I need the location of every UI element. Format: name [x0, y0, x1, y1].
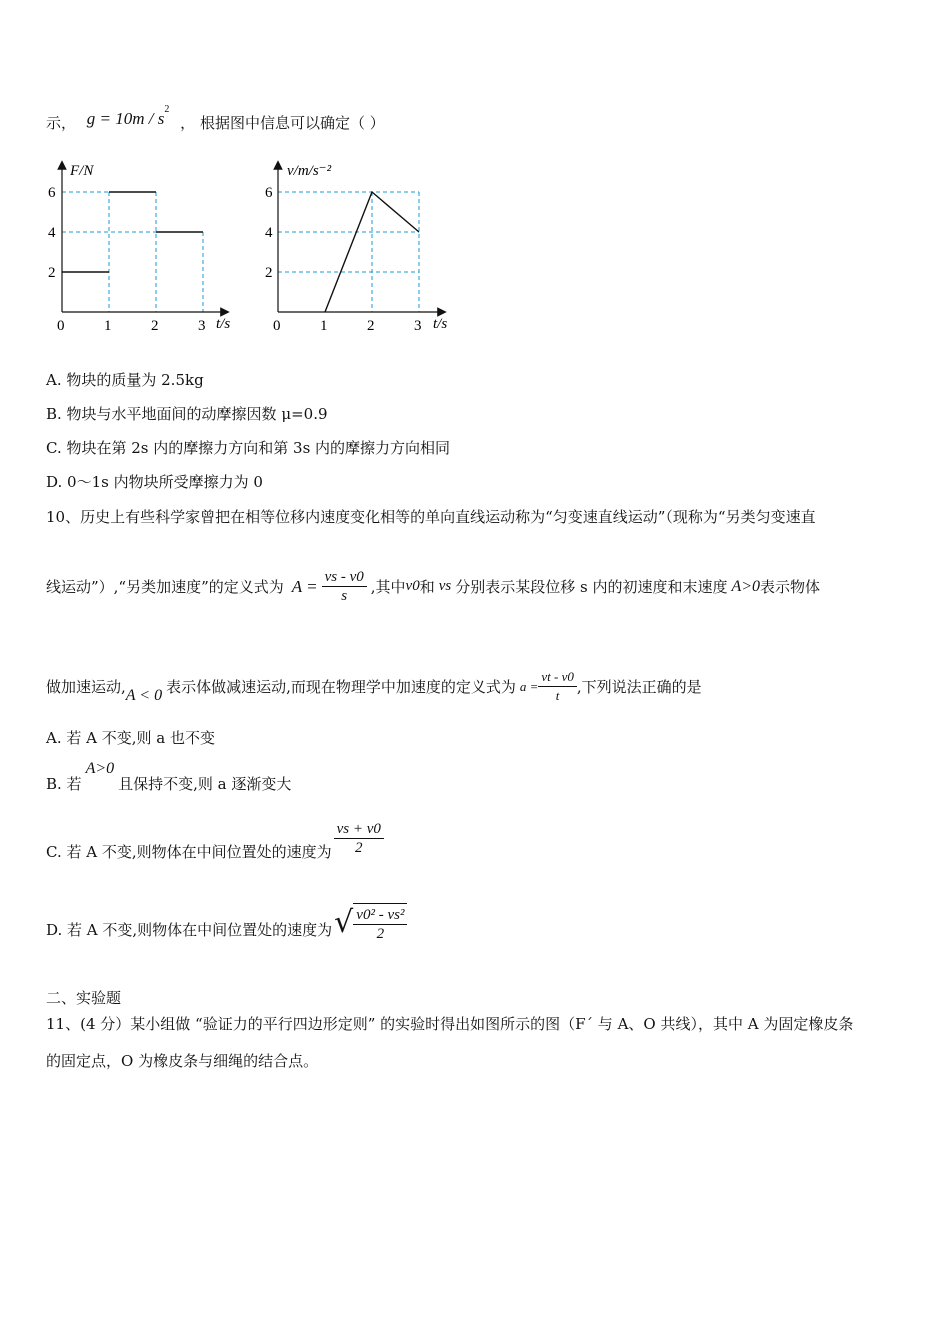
midpoint-velocity-c-numerator: vs + v0 — [334, 820, 384, 839]
force-xtick-0: 0 — [57, 318, 65, 334]
q10-option-b-condition: A>0 — [85, 760, 115, 777]
q10-option-d-text: D. 若 A 不变,则物体在中间位置处的速度为 — [46, 920, 333, 939]
q9-option-b: B. 物块与水平地面间的动摩擦因数 μ=0.9 — [46, 405, 328, 423]
force-x-axis-label: t/s — [216, 316, 231, 332]
q10-line-3 — [46, 668, 702, 705]
q10-line3-text-b: 表示体做减速运动,而现在物理学中加速度的定义式为 — [166, 678, 516, 696]
force-y-axis-label: F/N — [70, 163, 94, 179]
velocity-xtick-0: 0 — [273, 318, 281, 334]
q9-option-c: C. 物块在第 2s 内的摩擦力方向和第 3s 内的摩擦力方向相同 — [46, 439, 451, 457]
midpoint-velocity-d-numerator: v0² - vs² — [353, 906, 407, 925]
gravity-formula: g = 10m / s — [86, 109, 165, 128]
velocity-ytick-4: 4 — [265, 225, 273, 241]
q11-line-2: 的固定点，O 为橡皮条与细绳的结合点。 — [46, 1052, 319, 1070]
another-acceleration-denominator: s — [341, 588, 348, 604]
initial-velocity-symbol: v0 — [405, 578, 420, 594]
q10-option-c — [46, 820, 384, 861]
acceleration-numerator: vt - v0 — [538, 668, 576, 687]
intro-suffix: ， 根据图中信息可以确定（ ） — [180, 114, 385, 132]
q10-option-d — [46, 903, 407, 943]
velocity-xtick-1: 1 — [320, 318, 328, 334]
q10-line2-text-c: 分别表示某段位移 s 内的初速度和末速度 — [455, 578, 728, 596]
q10-option-c-text: C. 若 A 不变,则物体在中间位置处的速度为 — [46, 843, 332, 861]
velocity-ytick-6: 6 — [265, 185, 273, 201]
final-velocity-symbol: vs — [438, 578, 452, 594]
velocity-y-axis-label: v/m/s⁻² — [287, 163, 332, 179]
q11-line-1: 11、(4 分）某小组做 “验证力的平行四边形定则” 的实验时得出如图所示的图（F´ 与 A、O 共线），其中 A 为固定橡皮条 — [46, 1015, 854, 1033]
another-acceleration-fraction — [322, 568, 367, 605]
q10-line2-text-d: 表示物体 — [760, 578, 821, 596]
another-acceleration-symbol: A = — [291, 576, 318, 596]
acceleration-symbol: a = — [519, 678, 539, 694]
velocity-time-graph — [257, 155, 467, 340]
force-ytick-4: 4 — [48, 225, 56, 241]
q10-option-b-text-2: 且保持不变,则 a 逐渐变大 — [118, 775, 292, 793]
force-xtick-1: 1 — [104, 318, 112, 334]
q10-line3-text-a: 做加速运动, — [46, 678, 126, 696]
midpoint-velocity-fraction-c — [334, 820, 384, 857]
velocity-ytick-2: 2 — [265, 265, 273, 281]
q10-line3-text-c: ,下列说法正确的是 — [576, 678, 702, 696]
midpoint-velocity-c-denominator: 2 — [355, 840, 363, 856]
force-xtick-3: 3 — [198, 318, 206, 334]
force-time-graph — [40, 155, 240, 340]
force-ytick-2: 2 — [48, 265, 56, 281]
gravity-exponent: 2 — [164, 104, 170, 115]
midpoint-velocity-fraction-d — [353, 903, 407, 943]
velocity-xtick-3: 3 — [414, 318, 422, 334]
intro-prefix: 示， — [46, 114, 77, 132]
acceleration-fraction — [538, 668, 576, 705]
q10-line2-text-b: ,其中 — [370, 578, 406, 596]
q10-line2-and: 和 — [419, 578, 435, 596]
q10-option-b — [46, 760, 291, 794]
force-xtick-2: 2 — [151, 318, 159, 334]
q9-option-a: A. 物块的质量为 2.5kg — [46, 371, 204, 389]
another-acceleration-numerator: vs - v0 — [322, 568, 367, 587]
q10-line2-text-a: 线运动”）,“另类加速度”的定义式为 — [46, 578, 284, 596]
acceleration-denominator: t — [555, 688, 560, 703]
intro-line — [46, 104, 385, 133]
q10-line-2 — [46, 568, 820, 605]
force-grid-lines — [62, 192, 203, 312]
a-positive-condition: A>0 — [731, 577, 761, 595]
midpoint-velocity-d-denominator: 2 — [376, 926, 385, 942]
q9-option-d: D. 0～1s 内物块所受摩擦力为 0 — [46, 473, 263, 491]
section-title: 二、实验题 — [46, 989, 122, 1007]
q10-option-a: A. 若 A 不变,则 a 也不变 — [46, 729, 215, 747]
q10-option-b-text-1: B. 若 — [46, 775, 82, 793]
a-negative-condition: A < 0 — [125, 686, 163, 704]
velocity-x-axis-label: t/s — [433, 316, 448, 332]
q10-line-1: 10、历史上有些科学家曾把在相等位移内速度变化相等的单向直线运动称为“匀变速直线运动”（现称为“另类匀变速直 — [46, 508, 816, 526]
force-ytick-6: 6 — [48, 185, 56, 201]
square-root-symbol: √ — [334, 905, 354, 940]
velocity-xtick-2: 2 — [367, 318, 375, 334]
